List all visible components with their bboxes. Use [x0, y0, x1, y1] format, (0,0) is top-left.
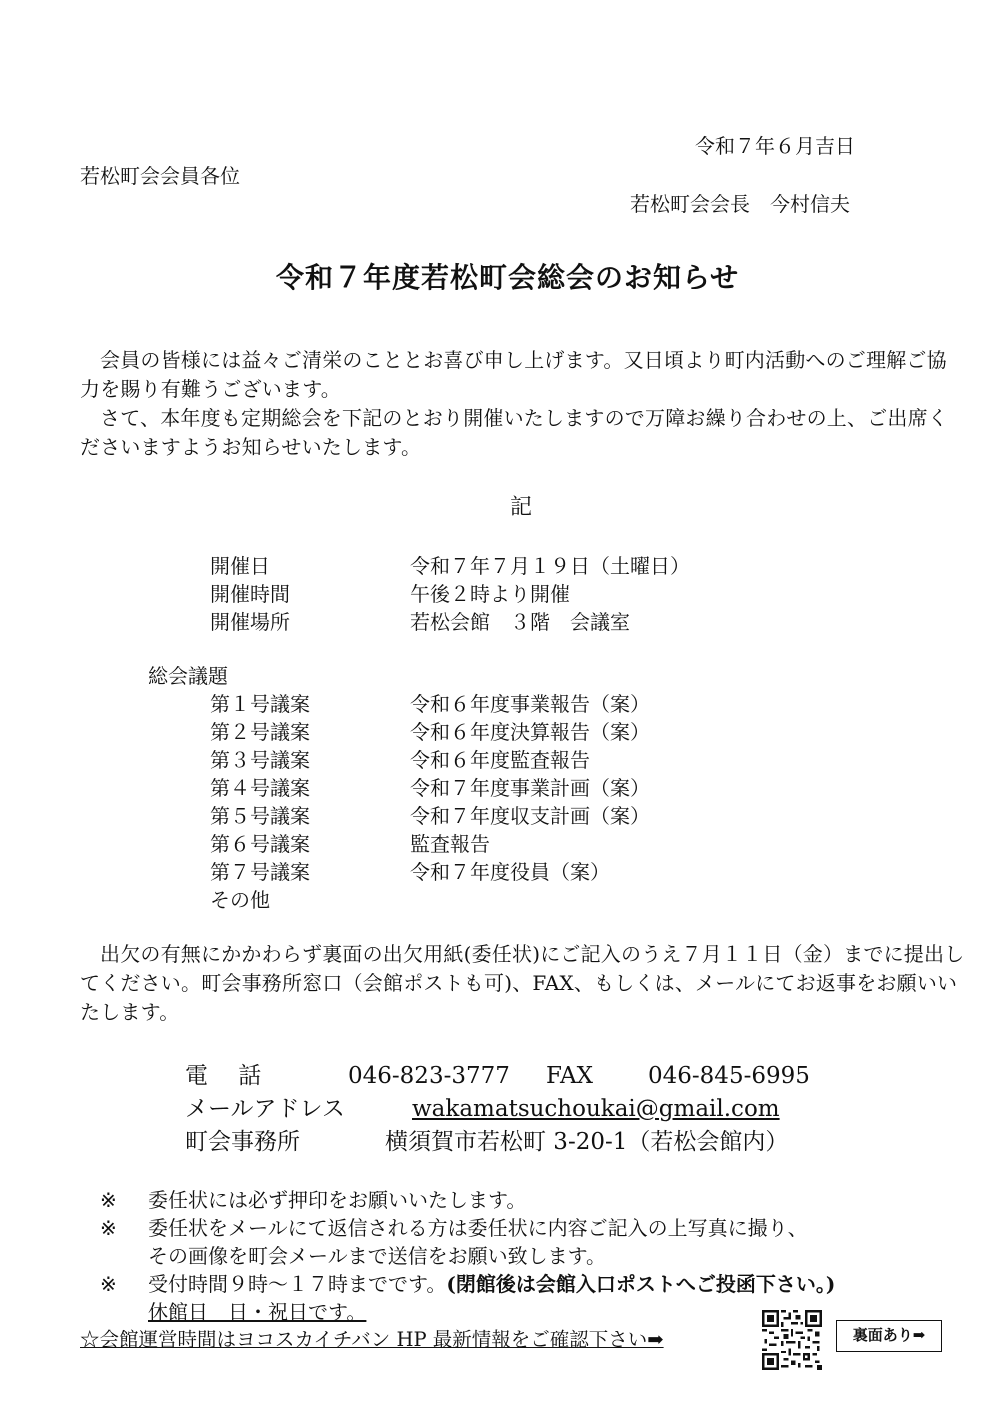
document-date: 令和７年６月吉日: [695, 134, 855, 158]
note-seal: 委任状には必ず押印をお願いいたします。: [148, 1188, 527, 1212]
note-email-line-2: その画像を町会メールまで送信をお願い致します。: [148, 1244, 606, 1268]
hours-info-link[interactable]: ☆会館運営時間はヨコスカイチバン HP 最新情報をご確認下さい➡: [80, 1328, 664, 1351]
agenda-item-value: 令和６年度事業報告（案）: [410, 692, 650, 716]
note-hours-time: 受付時間９時～１７時までです。: [148, 1272, 447, 1296]
reply-instructions: 出欠の有無にかかわらず裏面の出欠用紙(委任状)にご記入のうえ７月１１日（金）までに提出してください。町会事務所窓口（会館ポストも可)、FAX、もしくは、メールにてお返事をお願いいたします。: [80, 942, 965, 1024]
agenda-item-label: 第７号議案: [210, 860, 310, 884]
tel-label: 電 話: [185, 1063, 262, 1089]
agenda-item-value: 令和７年度役員（案）: [410, 860, 610, 884]
fax-label: FAX: [546, 1063, 593, 1089]
agenda-item-value: 令和６年度監査報告: [410, 748, 590, 772]
note-mark: ※: [100, 1188, 117, 1212]
event-date-value: 令和７年７月１９日（土曜日）: [410, 554, 690, 578]
agenda-item-value: 令和６年度決算報告（案）: [410, 720, 650, 744]
office-label: 町会事務所: [185, 1129, 300, 1155]
intro-paragraph-2: さて、本年度も定期総会を下記のとおり開催いたしますので万障お繰り合わせの上、ご出席くださいますようお知らせいたします。: [80, 406, 948, 459]
email-label: メールアドレス: [185, 1096, 345, 1122]
agenda-item-value: 監査報告: [410, 832, 490, 856]
note-closed-days: 休館日 日・祝日です。: [148, 1300, 367, 1324]
email-link[interactable]: wakamatsuchoukai@gmail.com: [412, 1096, 780, 1122]
qr-code[interactable]: [762, 1310, 822, 1370]
agenda-item-label: 第２号議案: [210, 720, 310, 744]
fax-number: 046-845-6995: [648, 1063, 810, 1089]
event-place-value: 若松会館 ３階 会議室: [410, 610, 630, 634]
ki-heading: 記: [510, 495, 533, 520]
event-place-label: 開催場所: [210, 610, 290, 634]
sender: 若松町会会長 今村信夫: [630, 192, 850, 216]
agenda-item-label: 第３号議案: [210, 748, 310, 772]
agenda-item-label: 第５号議案: [210, 804, 310, 828]
note-hours-after: (閉館後は会館入口ポストへご投函下さい。): [446, 1272, 836, 1296]
agenda-item-label: 第１号議案: [210, 692, 310, 716]
note-hours: [148, 1270, 835, 1298]
agenda-item-label: 第６号議案: [210, 832, 310, 856]
intro: [80, 346, 965, 462]
agenda-item-value: 令和７年度事業計画（案）: [410, 776, 650, 800]
agenda-item-value: 令和７年度収支計画（案）: [410, 804, 650, 828]
agenda-heading: 総会議題: [148, 664, 228, 688]
event-date-label: 開催日: [210, 554, 270, 578]
document-title: 令和７年度若松町会総会のお知らせ: [276, 261, 740, 294]
note-email-line-1: 委任状をメールにて返信される方は委任状に内容ご記入の上写真に撮り、: [148, 1216, 808, 1240]
note-mark: ※: [100, 1216, 117, 1240]
agenda-other: その他: [210, 888, 270, 912]
intro-paragraph-1: 会員の皆様には益々ご清栄のこととお喜び申し上げます。又日頃より町内活動へのご理解ご協力を賜り有難うございます。: [80, 348, 947, 401]
tel-number: 046-823-3777: [348, 1063, 510, 1089]
back-side-indicator[interactable]: 裏面あり➡: [836, 1320, 942, 1352]
office-address: 横須賀市若松町 3-20-1（若松会館内）: [385, 1129, 789, 1155]
agenda-item-label: 第４号議案: [210, 776, 310, 800]
recipient: 若松町会会員各位: [80, 164, 240, 188]
note-mark: ※: [100, 1272, 117, 1296]
event-time-label: 開催時間: [210, 582, 290, 606]
event-time-value: 午後２時より開催: [410, 582, 570, 606]
